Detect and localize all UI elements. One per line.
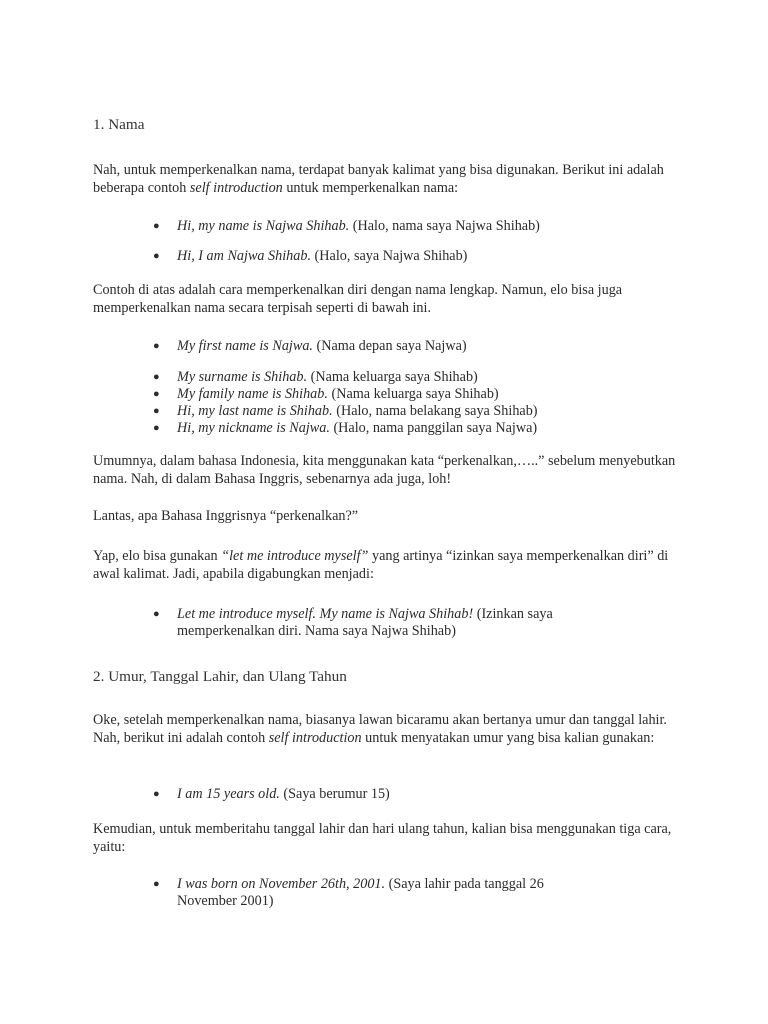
list-item: ● Hi, my name is Najwa Shihab. (Halo, nama saya Najwa Shihab): [153, 218, 540, 234]
bullet-dot-icon: ●: [153, 340, 160, 352]
list-item: ● My family name is Shihab. (Nama keluarga saya Shihab): [153, 386, 499, 402]
list-item: ● My first name is Najwa. (Nama depan saya Najwa): [153, 338, 467, 354]
bullet-dot-icon: ●: [153, 405, 160, 417]
bullet-dot-icon: ●: [153, 878, 160, 890]
list-item: ● Hi, I am Najwa Shihab. (Halo, saya Najwa Shihab): [153, 248, 468, 264]
section-heading-umur: 2. Umur, Tanggal Lahir, dan Ulang Tahun: [93, 668, 347, 685]
bullet-dot-icon: ●: [153, 371, 160, 383]
bullet-dot-icon: ●: [153, 422, 160, 434]
bullet-dot-icon: ●: [153, 220, 160, 232]
section-heading-nama: 1. Nama: [93, 116, 145, 133]
paragraph-nama-lengkap: Contoh di atas adalah cara memperkenalkan diri dengan nama lengkap. Namun, elo bisa juga memperkenalkan nama secara terpisah seperti di bawah ini.: [93, 282, 623, 316]
paragraph-tanggal-lahir: Kemudian, untuk memberitahu tanggal lahir dan hari ulang tahun, kalian bisa menggunakan tiga cara, yaitu:: [93, 821, 672, 855]
paragraph-lantas: Lantas, apa Bahasa Inggrisnya “perkenalkan?”: [93, 508, 359, 524]
list-item: ● Hi, my last name is Shihab. (Halo, nama belakang saya Shihab): [153, 403, 538, 419]
paragraph-let-me-introduce: Yap, elo bisa gunakan “let me introduce myself” yang artinya “izinkan saya memperkenalkan diri” di awal kalimat. Jadi, apabila digabungkan menjadi:: [93, 548, 669, 582]
paragraph-intro-umur: Oke, setelah memperkenalkan nama, biasanya lawan bicaramu akan bertanya umur dan tanggal lahir. Nah, berikut ini adalah contoh self introduction untuk menyatakan umur yang bisa kalian gunakan:: [93, 712, 667, 746]
bullet-dot-icon: ●: [153, 388, 160, 400]
paragraph-intro-nama: Nah, untuk memperkenalkan nama, terdapat banyak kalimat yang bisa digunakan. Berikut ini adalah beberapa contoh self introduction untuk memperkenalkan nama:: [93, 162, 664, 196]
bullet-dot-icon: ●: [153, 788, 160, 800]
bullet-dot-icon: ●: [153, 608, 160, 620]
list-item: ● I was born on November 26th, 2001. (Saya lahir pada tanggal 26 November 2001): [153, 876, 544, 909]
list-item: ● Hi, my nickname is Najwa. (Halo, nama panggilan saya Najwa): [153, 420, 538, 436]
list-item: ● Let me introduce myself. My name is Najwa Shihab! (Izinkan saya memperkenalkan diri. Nama saya Najwa Shihab): [153, 606, 553, 639]
list-item: ● I am 15 years old. (Saya berumur 15): [153, 786, 390, 802]
paragraph-perkenalkan: Umumnya, dalam bahasa Indonesia, kita menggunakan kata “perkenalkan,…..” sebelum menyebutkan nama. Nah, di dalam Bahasa Inggris, sebenarnya ada juga, loh!: [93, 453, 676, 487]
list-item: ● My surname is Shihab. (Nama keluarga saya Shihab): [153, 369, 478, 385]
bullet-dot-icon: ●: [153, 250, 160, 262]
